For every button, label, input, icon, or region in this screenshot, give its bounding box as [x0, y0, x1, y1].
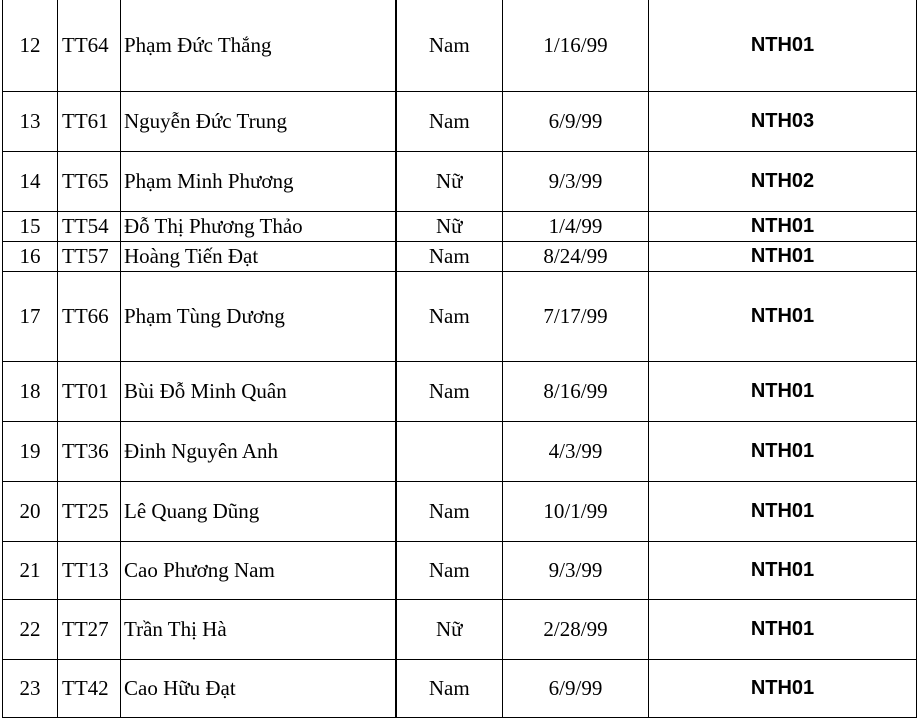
student-code: TT13 — [58, 542, 121, 600]
table-row — [3, 0, 917, 92]
student-class — [649, 482, 917, 542]
class-label: NTH01 — [750, 500, 815, 522]
student-name: Hoàng Tiến Đạt — [121, 242, 396, 272]
student-dob: 1/4/99 — [503, 212, 649, 242]
student-gender: Nữ — [396, 600, 503, 660]
student-dob: 9/3/99 — [503, 542, 649, 600]
row-number: 14 — [3, 152, 58, 212]
student-class — [649, 600, 917, 660]
student-class — [649, 242, 917, 272]
table-row — [3, 482, 917, 542]
table-row — [3, 212, 917, 242]
class-label: NTH01 — [750, 440, 815, 462]
student-dob: 2/28/99 — [503, 600, 649, 660]
student-gender: Nữ — [396, 152, 503, 212]
student-name: Đỗ Thị Phương Thảo — [121, 212, 396, 242]
student-gender — [396, 422, 503, 482]
student-gender: Nữ — [396, 212, 503, 242]
student-name: Lê Quang Dũng — [121, 482, 396, 542]
student-class — [649, 92, 917, 152]
student-code: TT64 — [58, 0, 121, 92]
row-number: 19 — [3, 422, 58, 482]
student-code: TT65 — [58, 152, 121, 212]
student-name: Nguyễn Đức Trung — [121, 92, 396, 152]
student-name: Cao Hữu Đạt — [121, 660, 396, 718]
row-number: 23 — [3, 660, 58, 718]
class-label: NTH02 — [750, 170, 815, 192]
student-gender: Nam — [396, 0, 503, 92]
student-class — [649, 542, 917, 600]
student-name: Phạm Minh Phương — [121, 152, 396, 212]
student-code: TT27 — [58, 600, 121, 660]
student-code: TT25 — [58, 482, 121, 542]
student-dob: 4/3/99 — [503, 422, 649, 482]
student-gender: Nam — [396, 92, 503, 152]
row-number: 15 — [3, 212, 58, 242]
student-dob: 6/9/99 — [503, 92, 649, 152]
student-class — [649, 272, 917, 362]
row-number: 22 — [3, 600, 58, 660]
student-code: TT61 — [58, 92, 121, 152]
student-name: Đinh Nguyên Anh — [121, 422, 396, 482]
table-row — [3, 600, 917, 660]
row-number: 18 — [3, 362, 58, 422]
student-gender: Nam — [396, 362, 503, 422]
class-label: NTH01 — [750, 677, 815, 699]
class-label: NTH03 — [750, 110, 815, 132]
student-class — [649, 660, 917, 718]
student-dob: 6/9/99 — [503, 660, 649, 718]
row-number: 12 — [3, 0, 58, 92]
row-number: 20 — [3, 482, 58, 542]
student-dob: 8/16/99 — [503, 362, 649, 422]
student-dob: 1/16/99 — [503, 0, 649, 92]
table-row — [3, 422, 917, 482]
student-dob: 10/1/99 — [503, 482, 649, 542]
class-label: NTH01 — [750, 618, 815, 640]
table-row — [3, 242, 917, 272]
class-label: NTH01 — [750, 559, 815, 581]
table-row — [3, 542, 917, 600]
class-label: NTH01 — [750, 215, 815, 237]
class-label: NTH01 — [750, 305, 815, 327]
student-name: Trần Thị Hà — [121, 600, 396, 660]
table-row — [3, 152, 917, 212]
table-row — [3, 660, 917, 718]
student-code: TT66 — [58, 272, 121, 362]
row-number: 16 — [3, 242, 58, 272]
student-class — [649, 362, 917, 422]
row-number: 21 — [3, 542, 58, 600]
table-row — [3, 272, 917, 362]
student-name: Cao Phương Nam — [121, 542, 396, 600]
student-table — [2, 0, 917, 718]
student-class — [649, 152, 917, 212]
student-gender: Nam — [396, 242, 503, 272]
student-dob: 8/24/99 — [503, 242, 649, 272]
table-row — [3, 92, 917, 152]
student-gender: Nam — [396, 272, 503, 362]
student-class — [649, 422, 917, 482]
student-table-body — [3, 0, 917, 718]
student-dob: 9/3/99 — [503, 152, 649, 212]
student-code: TT54 — [58, 212, 121, 242]
student-code: TT01 — [58, 362, 121, 422]
row-number: 13 — [3, 92, 58, 152]
student-gender: Nam — [396, 660, 503, 718]
row-number: 17 — [3, 272, 58, 362]
student-name: Phạm Tùng Dương — [121, 272, 396, 362]
student-code: TT57 — [58, 242, 121, 272]
class-label: NTH01 — [750, 245, 815, 267]
student-name: Bùi Đỗ Minh Quân — [121, 362, 396, 422]
class-label: NTH01 — [750, 380, 815, 402]
student-class — [649, 0, 917, 92]
student-gender: Nam — [396, 482, 503, 542]
table-row — [3, 362, 917, 422]
student-code: TT36 — [58, 422, 121, 482]
student-class — [649, 212, 917, 242]
student-gender: Nam — [396, 542, 503, 600]
student-dob: 7/17/99 — [503, 272, 649, 362]
class-label: NTH01 — [750, 33, 815, 56]
student-name: Phạm Đức Thắng — [121, 0, 396, 92]
student-code: TT42 — [58, 660, 121, 718]
